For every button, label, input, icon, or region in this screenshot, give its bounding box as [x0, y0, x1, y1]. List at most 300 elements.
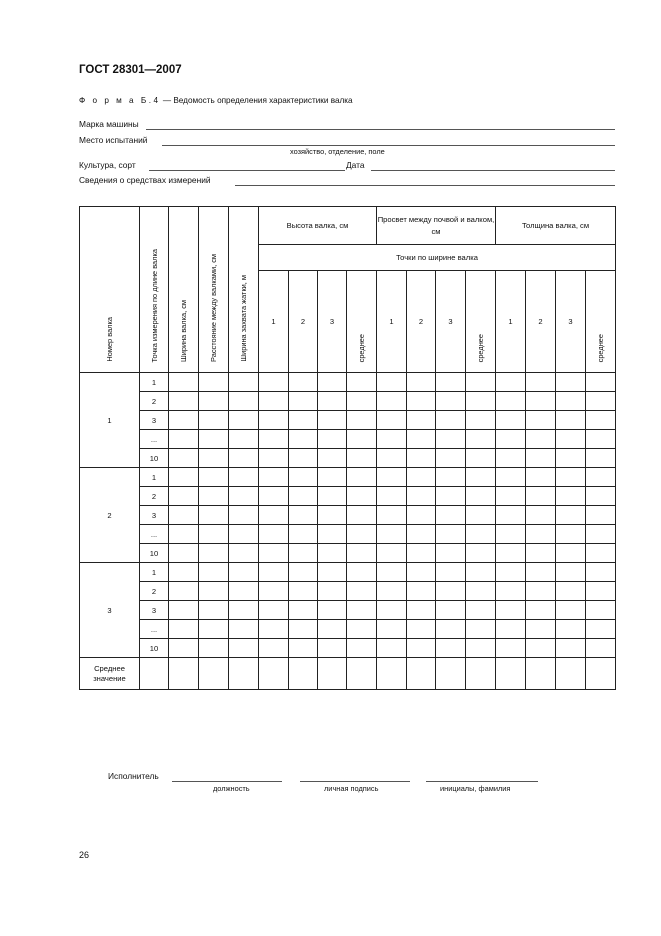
data-cell[interactable]	[229, 392, 259, 411]
data-cell[interactable]	[229, 506, 259, 525]
data-cell[interactable]	[199, 430, 229, 449]
summary-cell[interactable]	[586, 658, 616, 690]
table-row	[80, 430, 616, 449]
data-cell[interactable]	[347, 639, 377, 658]
data-cell[interactable]	[318, 582, 347, 601]
data-cell[interactable]	[526, 620, 556, 639]
data-cell[interactable]	[466, 411, 496, 430]
data-cell[interactable]	[436, 601, 466, 620]
data-cell[interactable]	[496, 430, 526, 449]
data-cell[interactable]	[407, 639, 436, 658]
data-cell[interactable]	[407, 449, 436, 468]
data-cell[interactable]	[259, 601, 289, 620]
data-cell[interactable]	[496, 373, 526, 392]
data-cell[interactable]	[289, 544, 318, 563]
data-cell[interactable]	[436, 468, 466, 487]
data-cell[interactable]	[436, 506, 466, 525]
summary-cell[interactable]	[318, 658, 347, 690]
data-cell[interactable]	[377, 544, 407, 563]
data-cell[interactable]	[377, 620, 407, 639]
data-cell[interactable]	[347, 373, 377, 392]
data-cell[interactable]	[496, 392, 526, 411]
data-cell[interactable]	[318, 639, 347, 658]
summary-label: Среднее значение	[80, 658, 140, 690]
data-cell[interactable]	[466, 430, 496, 449]
data-cell[interactable]	[526, 468, 556, 487]
summary-cell[interactable]	[259, 658, 289, 690]
data-cell[interactable]	[229, 639, 259, 658]
data-cell[interactable]	[318, 392, 347, 411]
data-cell[interactable]	[377, 601, 407, 620]
data-cell[interactable]	[169, 430, 199, 449]
data-cell[interactable]	[318, 563, 347, 582]
place-field-label: Место испытаний	[79, 135, 148, 145]
data-cell[interactable]	[289, 449, 318, 468]
measure-point-cell: 3	[140, 601, 169, 620]
data-cell[interactable]	[377, 525, 407, 544]
table-row	[80, 639, 616, 658]
table-row	[80, 544, 616, 563]
data-cell[interactable]	[436, 620, 466, 639]
form-title	[79, 96, 353, 105]
header-gap-point-2: 2	[407, 271, 436, 373]
summary-cell[interactable]	[289, 658, 318, 690]
data-cell[interactable]	[347, 620, 377, 639]
data-cell[interactable]	[496, 582, 526, 601]
data-cell[interactable]	[169, 468, 199, 487]
page-number: 26	[79, 850, 90, 860]
data-cell[interactable]	[347, 487, 377, 506]
data-cell[interactable]	[586, 525, 616, 544]
data-cell[interactable]	[229, 487, 259, 506]
data-cell[interactable]	[169, 487, 199, 506]
data-cell[interactable]	[377, 563, 407, 582]
data-cell[interactable]	[289, 373, 318, 392]
header-thickness-average: среднее	[586, 271, 616, 373]
header-measure-point: Точка измерения по длине валка	[140, 207, 169, 373]
table-row	[80, 468, 616, 487]
data-cell[interactable]	[199, 620, 229, 639]
data-cell[interactable]	[259, 430, 289, 449]
data-cell[interactable]	[347, 392, 377, 411]
data-cell[interactable]	[169, 620, 199, 639]
header-group-gap: Просвет между почвой и валком, см	[377, 207, 496, 245]
data-cell[interactable]	[229, 563, 259, 582]
data-cell[interactable]	[496, 506, 526, 525]
data-cell[interactable]	[586, 487, 616, 506]
data-cell[interactable]	[259, 620, 289, 639]
data-cell[interactable]	[586, 430, 616, 449]
data-cell[interactable]	[586, 468, 616, 487]
data-cell[interactable]	[496, 525, 526, 544]
data-cell[interactable]	[586, 373, 616, 392]
data-cell[interactable]	[289, 601, 318, 620]
data-cell[interactable]	[496, 563, 526, 582]
data-cell[interactable]	[526, 544, 556, 563]
data-cell[interactable]	[466, 487, 496, 506]
data-cell[interactable]	[377, 487, 407, 506]
place-caption: хозяйство, отделение, поле	[290, 147, 385, 156]
data-cell[interactable]	[229, 620, 259, 639]
data-cell[interactable]	[526, 525, 556, 544]
culture-field-line[interactable]	[149, 170, 345, 171]
data-cell[interactable]	[318, 506, 347, 525]
data-cell[interactable]	[169, 601, 199, 620]
summary-cell[interactable]	[407, 658, 436, 690]
data-cell[interactable]	[556, 525, 586, 544]
summary-cell[interactable]	[436, 658, 466, 690]
position-caption: должность	[213, 784, 250, 793]
table-row	[80, 582, 616, 601]
data-cell[interactable]	[586, 544, 616, 563]
measure-point-cell: 2	[140, 392, 169, 411]
data-cell[interactable]	[259, 449, 289, 468]
header-thickness-point-3: 3	[556, 271, 586, 373]
data-cell[interactable]	[407, 468, 436, 487]
data-cell[interactable]	[169, 411, 199, 430]
measure-point-cell: 2	[140, 487, 169, 506]
data-cell[interactable]	[289, 468, 318, 487]
data-cell[interactable]	[556, 563, 586, 582]
data-cell[interactable]	[259, 411, 289, 430]
data-cell[interactable]	[586, 449, 616, 468]
data-cell[interactable]	[229, 544, 259, 563]
data-cell[interactable]	[586, 620, 616, 639]
data-cell[interactable]	[526, 563, 556, 582]
data-cell[interactable]	[377, 430, 407, 449]
data-cell[interactable]	[436, 449, 466, 468]
data-cell[interactable]	[496, 411, 526, 430]
summary-cell[interactable]	[199, 658, 229, 690]
data-cell[interactable]	[229, 449, 259, 468]
summary-cell[interactable]	[229, 658, 259, 690]
data-cell[interactable]	[169, 544, 199, 563]
header-height-average: среднее	[347, 271, 377, 373]
name-line[interactable]	[426, 781, 538, 782]
data-cell[interactable]	[586, 411, 616, 430]
data-cell[interactable]	[496, 620, 526, 639]
data-cell[interactable]	[586, 392, 616, 411]
data-cell[interactable]	[347, 601, 377, 620]
data-cell[interactable]	[318, 620, 347, 639]
data-cell[interactable]	[289, 620, 318, 639]
data-cell[interactable]	[556, 392, 586, 411]
data-cell[interactable]	[556, 582, 586, 601]
position-line[interactable]	[172, 781, 282, 782]
data-cell[interactable]	[496, 544, 526, 563]
data-cell[interactable]	[556, 430, 586, 449]
data-cell[interactable]	[466, 525, 496, 544]
data-cell[interactable]	[436, 392, 466, 411]
data-cell[interactable]	[199, 601, 229, 620]
data-cell[interactable]	[466, 563, 496, 582]
data-cell[interactable]	[407, 563, 436, 582]
data-cell[interactable]	[347, 411, 377, 430]
machine-field-label: Марка машины	[79, 119, 139, 129]
data-cell[interactable]	[169, 639, 199, 658]
data-cell[interactable]	[586, 563, 616, 582]
data-cell[interactable]	[436, 487, 466, 506]
summary-cell[interactable]	[556, 658, 586, 690]
data-cell[interactable]	[556, 449, 586, 468]
data-cell[interactable]	[466, 620, 496, 639]
data-cell[interactable]	[407, 506, 436, 525]
data-cell[interactable]	[347, 468, 377, 487]
data-cell[interactable]	[466, 468, 496, 487]
data-cell[interactable]	[318, 430, 347, 449]
data-cell[interactable]	[259, 544, 289, 563]
data-cell[interactable]	[199, 487, 229, 506]
date-field-label: Дата	[346, 160, 365, 170]
document-header: ГОСТ 28301—2007	[79, 64, 182, 76]
data-cell[interactable]	[229, 373, 259, 392]
data-cell[interactable]	[436, 525, 466, 544]
data-cell[interactable]	[526, 392, 556, 411]
data-cell[interactable]	[229, 468, 259, 487]
table-row	[80, 411, 616, 430]
data-cell[interactable]	[199, 582, 229, 601]
data-cell[interactable]	[289, 525, 318, 544]
measure-point-cell: 3	[140, 411, 169, 430]
roll-number-cell: 1	[80, 373, 140, 468]
date-field-line[interactable]	[371, 170, 615, 171]
data-cell[interactable]	[169, 563, 199, 582]
signature-line[interactable]	[300, 781, 410, 782]
data-cell[interactable]	[347, 506, 377, 525]
data-cell[interactable]	[407, 620, 436, 639]
data-cell[interactable]	[526, 411, 556, 430]
data-cell[interactable]	[318, 487, 347, 506]
data-cell[interactable]	[289, 639, 318, 658]
data-cell[interactable]	[377, 506, 407, 525]
data-cell[interactable]	[407, 601, 436, 620]
summary-cell[interactable]	[496, 658, 526, 690]
data-cell[interactable]	[347, 582, 377, 601]
data-cell[interactable]	[496, 449, 526, 468]
data-cell[interactable]	[407, 544, 436, 563]
data-cell[interactable]	[526, 506, 556, 525]
data-cell[interactable]	[556, 639, 586, 658]
measure-point-cell: ...	[140, 620, 169, 639]
data-cell[interactable]	[259, 525, 289, 544]
data-cell[interactable]	[556, 468, 586, 487]
data-cell[interactable]	[229, 601, 259, 620]
data-cell[interactable]	[289, 430, 318, 449]
summary-cell[interactable]	[347, 658, 377, 690]
data-cell[interactable]	[556, 373, 586, 392]
data-cell[interactable]	[289, 411, 318, 430]
data-cell[interactable]	[347, 544, 377, 563]
data-cell[interactable]	[199, 544, 229, 563]
data-cell[interactable]	[229, 430, 259, 449]
data-cell[interactable]	[496, 487, 526, 506]
data-cell[interactable]	[407, 430, 436, 449]
data-cell[interactable]	[377, 392, 407, 411]
data-cell[interactable]	[377, 639, 407, 658]
measure-point-cell: 10	[140, 449, 169, 468]
data-cell[interactable]	[466, 639, 496, 658]
data-cell[interactable]	[259, 373, 289, 392]
data-cell[interactable]	[289, 487, 318, 506]
data-cell[interactable]	[199, 525, 229, 544]
measure-point-cell: 1	[140, 468, 169, 487]
data-cell[interactable]	[318, 601, 347, 620]
data-cell[interactable]	[466, 449, 496, 468]
data-cell[interactable]	[466, 373, 496, 392]
table-row	[80, 373, 616, 392]
data-cell[interactable]	[259, 487, 289, 506]
machine-field-line[interactable]	[146, 129, 615, 130]
data-cell[interactable]	[169, 506, 199, 525]
data-cell[interactable]	[169, 582, 199, 601]
data-cell[interactable]	[318, 468, 347, 487]
data-cell[interactable]	[526, 639, 556, 658]
data-cell[interactable]	[289, 392, 318, 411]
data-cell[interactable]	[377, 582, 407, 601]
data-cell[interactable]	[466, 506, 496, 525]
name-caption: инициалы, фамилия	[440, 784, 511, 793]
data-cell[interactable]	[586, 506, 616, 525]
data-cell[interactable]	[259, 563, 289, 582]
roll-number-cell: 2	[80, 468, 140, 563]
summary-cell[interactable]	[526, 658, 556, 690]
data-cell[interactable]	[586, 639, 616, 658]
data-cell[interactable]	[407, 525, 436, 544]
summary-cell[interactable]	[377, 658, 407, 690]
data-cell[interactable]	[289, 506, 318, 525]
data-cell[interactable]	[199, 639, 229, 658]
data-cell[interactable]	[169, 449, 199, 468]
data-cell[interactable]	[169, 525, 199, 544]
data-cell[interactable]	[199, 392, 229, 411]
data-cell[interactable]	[199, 449, 229, 468]
data-cell[interactable]	[436, 563, 466, 582]
data-cell[interactable]	[436, 639, 466, 658]
table-row	[80, 525, 616, 544]
data-cell[interactable]	[199, 468, 229, 487]
data-cell[interactable]	[556, 620, 586, 639]
header-roll-number: Номер валка	[80, 207, 140, 373]
data-cell[interactable]	[436, 373, 466, 392]
data-cell[interactable]	[347, 525, 377, 544]
header-height-point-2: 2	[289, 271, 318, 373]
data-cell[interactable]	[556, 601, 586, 620]
header-group-height: Высота валка, см	[259, 207, 377, 245]
summary-cell[interactable]	[466, 658, 496, 690]
data-cell[interactable]	[318, 544, 347, 563]
data-cell[interactable]	[169, 373, 199, 392]
data-cell[interactable]	[377, 468, 407, 487]
data-cell[interactable]	[526, 430, 556, 449]
data-cell[interactable]	[199, 506, 229, 525]
data-cell[interactable]	[466, 544, 496, 563]
data-cell[interactable]	[169, 392, 199, 411]
data-cell[interactable]	[407, 373, 436, 392]
header-points: Точки по ширине валка	[259, 245, 616, 271]
data-cell[interactable]	[556, 411, 586, 430]
data-cell[interactable]	[526, 582, 556, 601]
data-cell[interactable]	[466, 582, 496, 601]
data-cell[interactable]	[199, 411, 229, 430]
data-cell[interactable]	[318, 411, 347, 430]
data-cell[interactable]	[526, 487, 556, 506]
signature-caption: личная подпись	[324, 784, 379, 793]
data-cell[interactable]	[407, 411, 436, 430]
data-cell[interactable]	[377, 373, 407, 392]
header-gap-point-3: 3	[436, 271, 466, 373]
data-cell[interactable]	[259, 392, 289, 411]
data-cell[interactable]	[496, 468, 526, 487]
data-cell[interactable]	[347, 449, 377, 468]
data-cell[interactable]	[289, 563, 318, 582]
data-cell[interactable]	[556, 544, 586, 563]
header-height-point-1: 1	[259, 271, 289, 373]
data-cell[interactable]	[407, 392, 436, 411]
data-cell[interactable]	[526, 373, 556, 392]
data-cell[interactable]	[436, 544, 466, 563]
data-cell[interactable]	[377, 411, 407, 430]
table-row	[80, 601, 616, 620]
data-cell[interactable]	[556, 487, 586, 506]
measure-point-cell: 10	[140, 544, 169, 563]
data-cell[interactable]	[466, 392, 496, 411]
data-cell[interactable]	[586, 601, 616, 620]
data-cell[interactable]	[318, 373, 347, 392]
data-cell[interactable]	[259, 582, 289, 601]
data-cell[interactable]	[347, 430, 377, 449]
instruments-field-label: Сведения о средствах измерений	[79, 175, 211, 185]
header-roll-width: Ширина валка, см	[169, 207, 199, 373]
data-cell[interactable]	[526, 601, 556, 620]
signature-label: Исполнитель	[108, 771, 159, 781]
data-cell[interactable]	[556, 506, 586, 525]
data-cell[interactable]	[526, 449, 556, 468]
data-cell[interactable]	[496, 601, 526, 620]
summary-cell[interactable]	[140, 658, 169, 690]
summary-cell[interactable]	[169, 658, 199, 690]
data-cell[interactable]	[259, 468, 289, 487]
data-cell[interactable]	[199, 373, 229, 392]
data-cell[interactable]	[377, 449, 407, 468]
data-cell[interactable]	[199, 563, 229, 582]
data-cell[interactable]	[229, 411, 259, 430]
measure-point-cell: ...	[140, 430, 169, 449]
data-cell[interactable]	[259, 506, 289, 525]
instruments-field-line[interactable]	[235, 185, 615, 186]
data-cell[interactable]	[407, 582, 436, 601]
roll-characteristics-table	[79, 206, 616, 690]
data-cell[interactable]	[407, 487, 436, 506]
form-description: — Ведомость определения характеристики валка	[162, 96, 353, 105]
table-row	[80, 449, 616, 468]
table-row	[80, 506, 616, 525]
data-cell[interactable]	[436, 582, 466, 601]
data-cell[interactable]	[436, 411, 466, 430]
data-cell[interactable]	[436, 430, 466, 449]
data-cell[interactable]	[496, 639, 526, 658]
place-field-line[interactable]	[162, 145, 615, 146]
data-cell[interactable]	[318, 525, 347, 544]
data-cell[interactable]	[229, 582, 259, 601]
data-cell[interactable]	[229, 525, 259, 544]
data-cell[interactable]	[259, 639, 289, 658]
data-cell[interactable]	[466, 601, 496, 620]
header-gap-point-1: 1	[377, 271, 407, 373]
data-cell[interactable]	[347, 563, 377, 582]
data-cell[interactable]	[318, 449, 347, 468]
data-cell[interactable]	[586, 582, 616, 601]
data-cell[interactable]	[289, 582, 318, 601]
